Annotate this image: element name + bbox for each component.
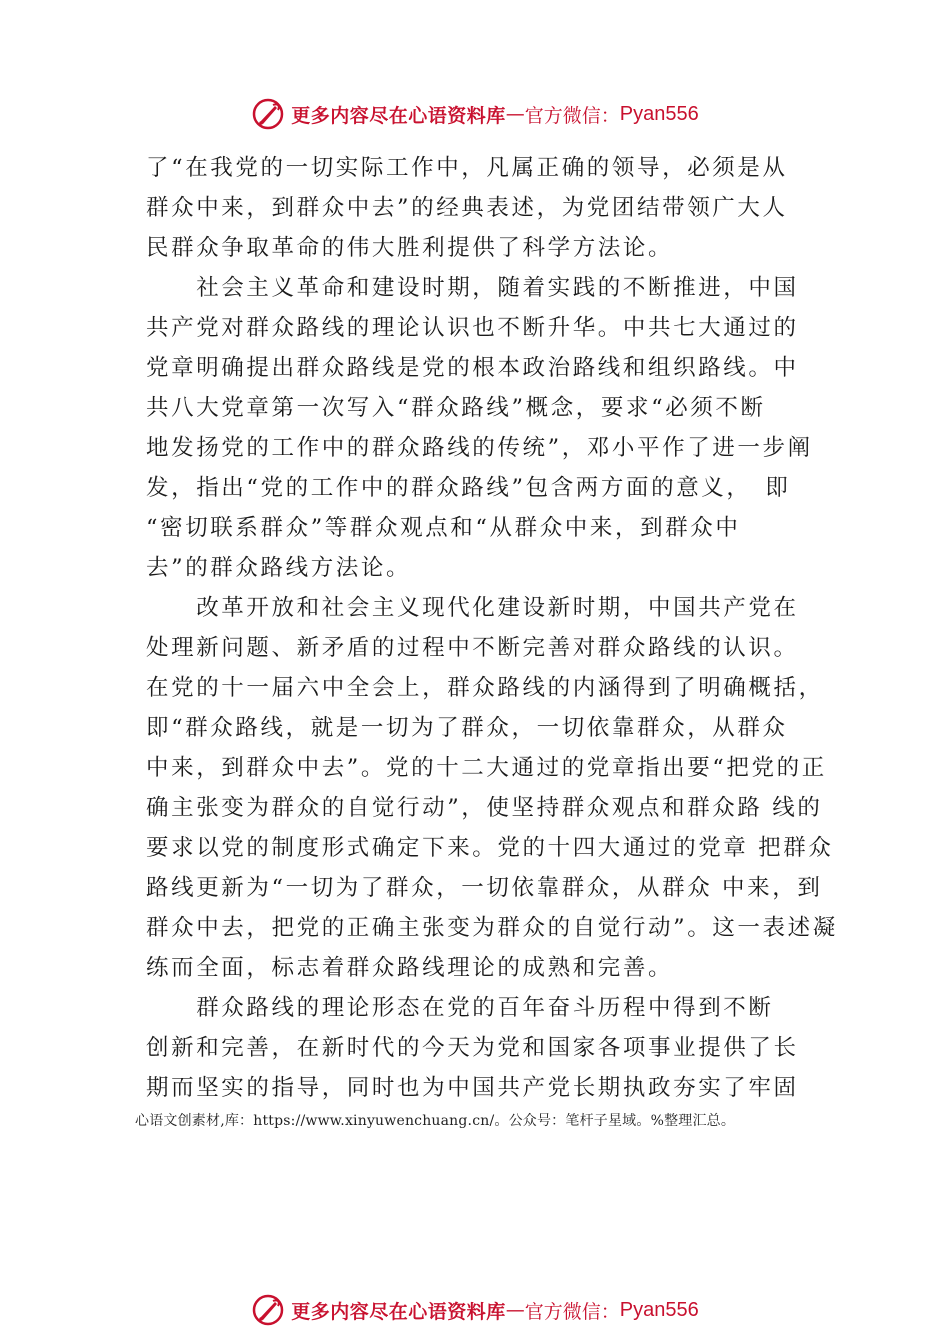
text-line: 在党的十一届六中全会上，群众路线的内涵得到了明确概括， [146, 675, 824, 701]
source-note: 心语文创素材,库：https://www.xinyuwenchuang.cn/。公众号：笔杆子星域。%整理汇总。 [135, 1113, 736, 1129]
banner-wechat-id: Pyan556 [619, 102, 699, 125]
text-line: 群众中去，把党的正确主张变为群众的自觉行动”。这一表述凝 [146, 915, 838, 941]
text-line: 期而坚实的指导，同时也为中国共产党长期执政夯实了牢固 [146, 1075, 799, 1101]
footer-banner [0, 1290, 950, 1330]
text-line: 民群众争取革命的伟大胜利提供了科学方法论。 [146, 235, 674, 261]
text-line: 练而全面，标志着群众路线理论的成熟和完善。 [146, 955, 674, 981]
banner-wechat-label: 官方微信： [524, 104, 620, 127]
text-line: 共产党对群众路线的理论认识也不断升华。中共七大通过的 [146, 315, 799, 341]
text-line: 群众路线的理论形态在党的百年奋斗历程中得到不断 [146, 995, 774, 1021]
text-line: 发，指出“党的工作中的群众路线”包含两方面的意义， 即 [146, 475, 791, 501]
banner-title: 更多内容尽在心语资料库 [291, 1300, 506, 1323]
quill-logo-icon [251, 97, 285, 131]
document-body [146, 148, 836, 1108]
banner-title: 更多内容尽在心语资料库 [291, 104, 506, 127]
banner-separator: — [505, 1299, 525, 1321]
text-line: “密切联系群众”等群众观点和“从群众中来，到群众中 [146, 515, 741, 541]
quill-logo-icon [251, 1293, 285, 1327]
text-line: 中来，到群众中去”。党的十二大通过的党章指出要“把党的正 [146, 755, 827, 781]
text-line: 社会主义革命和建设时期，随着实践的不断推进，中国 [146, 275, 799, 301]
text-line: 路线更新为“一切为了群众，一切依靠群众，从群众 中来，到 [146, 875, 823, 901]
text-line: 共八大党章第一次写入“群众路线”概念，要求“必须不断 [146, 395, 766, 421]
text-line: 了“在我党的一切实际工作中，凡属正确的领导，必须是从 [146, 155, 788, 181]
text-line: 去”的群众路线方法论。 [146, 555, 412, 581]
header-banner [0, 94, 950, 134]
banner-separator: — [505, 103, 525, 125]
banner-wechat-id: Pyan556 [619, 1298, 699, 1321]
banner-wechat-label: 官方微信： [524, 1300, 620, 1323]
text-line: 改革开放和社会主义现代化建设新时期，中国共产党在 [146, 595, 799, 621]
text-line: 群众中来，到群众中去”的经典表述，为党团结带领广大人 [146, 195, 788, 221]
text-line: 地发扬党的工作中的群众路线的传统”，邓小平作了进一步阐 [146, 435, 813, 461]
text-line: 即“群众路线，就是一切为了群众，一切依靠群众，从群众 [146, 715, 788, 741]
text-line: 要求以党的制度形式确定下来。党的十四大通过的党章 把群众 [146, 835, 834, 861]
text-line: 处理新问题、新矛盾的过程中不断完善对群众路线的认识。 [146, 635, 799, 661]
text-line: 确主张变为群众的自觉行动”，使坚持群众观点和群众路 线的 [146, 795, 823, 821]
text-line: 创新和完善，在新时代的今天为党和国家各项事业提供了长 [146, 1035, 799, 1061]
text-line: 党章明确提出群众路线是党的根本政治路线和组织路线。中 [146, 355, 799, 381]
